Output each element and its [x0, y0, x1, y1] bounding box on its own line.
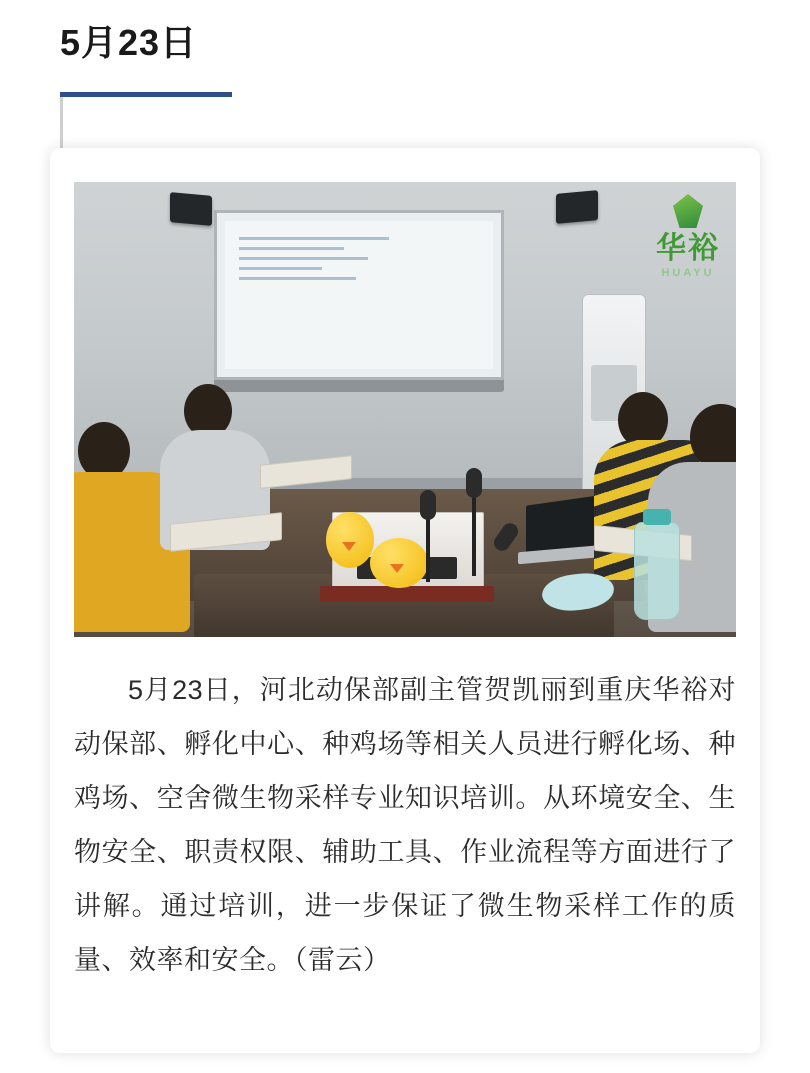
- projector-screen-base: [214, 380, 504, 392]
- beak-icon: [342, 542, 356, 551]
- logo-text-en: HUAYU: [661, 267, 715, 279]
- date-heading-block: [60, 18, 240, 97]
- microphone-stand-1: [472, 490, 476, 576]
- chick-mascot-right: [370, 538, 428, 588]
- display-box-base: [320, 586, 494, 602]
- beak-icon: [390, 564, 404, 573]
- water-bottle: [634, 522, 680, 620]
- bottle-cap: [643, 509, 671, 525]
- slide-text-lines: [239, 237, 389, 287]
- logo-text-cn: 华裕: [656, 232, 720, 265]
- page-title: 5月23日: [60, 22, 198, 63]
- article-photo: [74, 182, 736, 637]
- article-body: 5月23日，河北动保部副主管贺凯丽到重庆华裕对动保部、孵化中心、种鸡场等相关人员进行孵化场、种鸡场、空舍微生物采样专业知识培训。从环境安全、生物安全、职责权限、辅助工具、作业流程等方面进行了讲解。通过培训，进一步保证了微生物采样工作的质量、效率和安全。（雷云）: [74, 675, 736, 975]
- microphone-2: [420, 490, 436, 520]
- projector-screen: [214, 210, 504, 380]
- leaf-icon: [673, 194, 703, 228]
- speaker-left-icon: [170, 192, 212, 226]
- projector-screen-surface: [225, 221, 493, 369]
- microphone-1: [466, 468, 482, 498]
- article-card: [50, 148, 760, 1053]
- company-logo: [656, 194, 720, 279]
- chick-mascot-left: [326, 512, 374, 568]
- title-underline: [60, 92, 232, 97]
- photo-scene: [74, 182, 736, 637]
- microphone-stand-2: [426, 512, 430, 582]
- speaker-right-icon: [556, 190, 598, 224]
